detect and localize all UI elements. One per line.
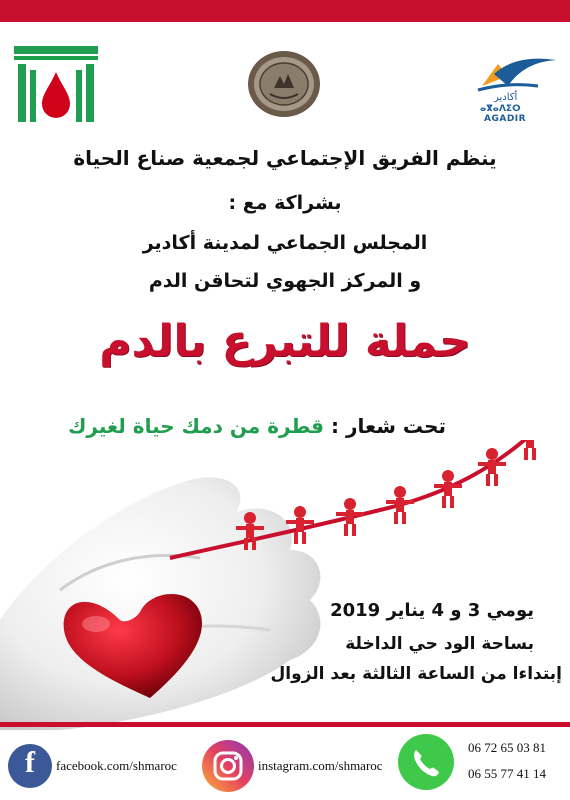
- slogan-row: [68, 414, 446, 438]
- top-red-bar: [0, 0, 570, 22]
- agadir-city-logo: [468, 46, 558, 124]
- phone-number-1[interactable]: 06 72 65 03 81: [468, 740, 546, 755]
- intro-line-3: المجلس الجماعي لمدينة أكادير: [142, 232, 428, 254]
- intro-line-4: و المركز الجهوي لتحاقن الدم: [148, 270, 422, 292]
- footer-divider: [0, 722, 570, 727]
- agadir-latin-text: AGADIR: [484, 114, 527, 124]
- campaign-title: حملة للتبرع بالدم: [99, 316, 471, 367]
- intro-line-1: ينظم الفريق الإجتماعي لجمعية صناع الحياة: [73, 146, 497, 170]
- event-time: إبتداءا من الساعة الثالثة بعد الزوال: [270, 664, 562, 684]
- hand-heart-illustration: [0, 440, 570, 730]
- facebook-icon[interactable]: f: [8, 744, 52, 788]
- whatsapp-phone-icon[interactable]: [398, 734, 454, 790]
- event-place: بساحة الود حي الداخلة: [345, 634, 534, 654]
- phone-number-2[interactable]: 06 55 77 41 14: [468, 766, 546, 781]
- event-dates: يومي 3 و 4 يناير 2019: [330, 600, 534, 621]
- intro-line-2: بشراكة مع :: [228, 192, 342, 214]
- facebook-link[interactable]: facebook.com/shmaroc: [56, 758, 177, 773]
- slogan-label: تحت شعار :: [331, 414, 446, 438]
- agadir-tifinagh-text: ⴰⴳⴰⴷⵉⵔ: [480, 104, 521, 114]
- slogan-text: قطرة من دمك حياة لغيرك: [68, 414, 325, 438]
- agadir-arabic-text: أكادير: [494, 92, 518, 103]
- instagram-icon[interactable]: [202, 740, 254, 792]
- instagram-link[interactable]: instagram.com/shmaroc: [258, 758, 383, 773]
- association-seal-logo: [246, 50, 322, 118]
- blood-center-logo: [14, 46, 98, 122]
